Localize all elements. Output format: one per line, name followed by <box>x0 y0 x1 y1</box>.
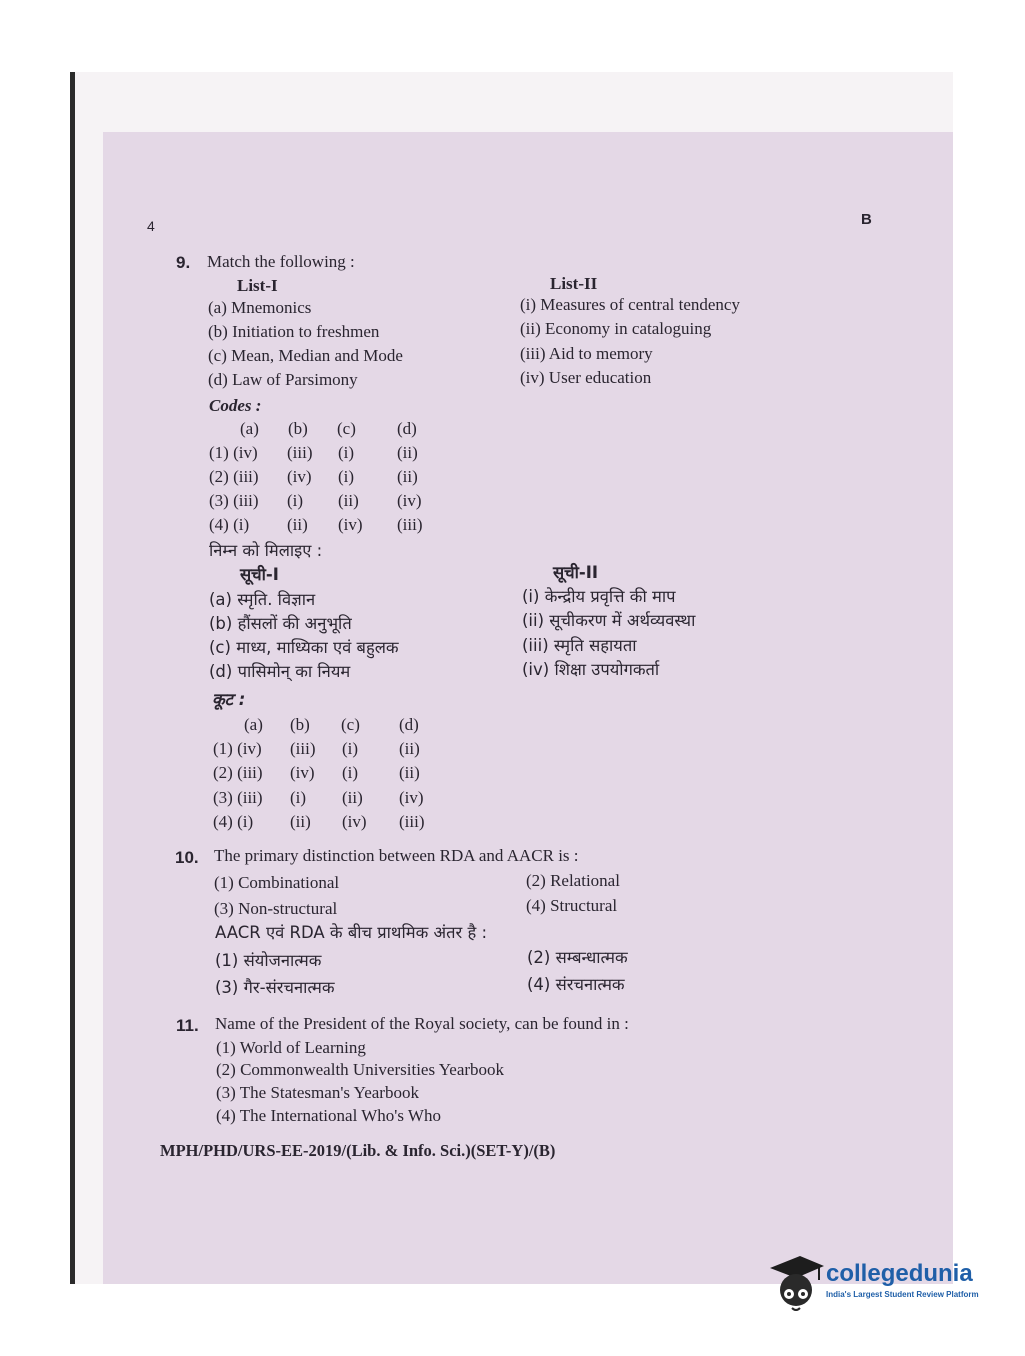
q10-hi-option: (4) संरचनात्मक <box>527 975 625 994</box>
q10-hi-stem: AACR एवं RDA के बीच प्राथमिक अंतर है : <box>215 923 488 942</box>
q9-hi-code-cell: (ii) <box>290 812 311 831</box>
q10-stem: The primary distinction between RDA and AACR is : <box>214 846 579 865</box>
q9-hi-list1-item: (a) स्मृति. विज्ञान <box>209 590 316 609</box>
q9-list2-item: (iv) User education <box>520 368 652 387</box>
q9-code-option: (2) (iii) <box>209 467 259 486</box>
q9-hi-codes-header-d: (d) <box>399 715 419 734</box>
q10-option: (4) Structural <box>526 896 618 915</box>
q9-list2-title: List-II <box>550 274 598 293</box>
logo-wordmark: collegedunia <box>826 1260 973 1287</box>
q9-code-cell: (iv) <box>287 467 312 486</box>
q10-hi-option: (2) सम्बन्धात्मक <box>527 948 628 967</box>
q9-hi-code-cell: (iv) <box>290 763 315 782</box>
q11-number: 11. <box>176 1016 199 1035</box>
q9-hi-code-option: (3) (iii) <box>213 788 263 807</box>
q9-hi-list1-item: (d) पासिमोन् का नियम <box>209 662 351 681</box>
q9-codes-header-d: (d) <box>397 419 417 438</box>
q9-hi-codes-header-c: (c) <box>341 715 360 734</box>
q11-option: (4) The International Who's Who <box>216 1106 441 1125</box>
q9-code-cell: (ii) <box>287 515 308 534</box>
q9-hi-list2-item: (iii) स्मृति सहायता <box>522 636 637 655</box>
q9-code-cell: (iv) <box>397 491 422 510</box>
q9-hi-codes-label: कूट : <box>212 690 246 709</box>
q9-hi-list1-title: सूची-I <box>240 565 279 584</box>
paper-code-footer: MPH/PHD/URS-EE-2019/(Lib. & Info. Sci.)(SET-Y)/(B) <box>160 1141 556 1160</box>
q9-hi-list1-item: (c) माध्य, माध्यिका एवं बहुलक <box>209 638 399 657</box>
q9-code-cell: (iii) <box>397 515 423 534</box>
q9-list1-item: (c) Mean, Median and Mode <box>208 346 403 365</box>
q9-code-cell: (iii) <box>287 443 313 462</box>
q9-code-cell: (i) <box>338 443 355 462</box>
q9-code-cell: (ii) <box>338 491 359 510</box>
q9-list1-item: (d) Law of Parsimony <box>208 370 358 389</box>
q9-list1-item: (b) Initiation to freshmen <box>208 322 380 341</box>
q9-hi-list1-item: (b) हौंसलों की अनुभूति <box>209 614 352 633</box>
q9-code-cell: (ii) <box>397 443 418 462</box>
q9-hi-code-option: (2) (iii) <box>213 763 263 782</box>
page-number: 4 <box>147 218 155 234</box>
q11-option: (3) The Statesman's Yearbook <box>216 1083 419 1102</box>
q9-hi-code-cell: (i) <box>290 788 307 807</box>
q9-hi-code-cell: (iv) <box>342 812 367 831</box>
q9-code-option: (1) (iv) <box>209 443 258 462</box>
q10-hi-option: (1) संयोजनात्मक <box>215 951 322 970</box>
q9-list1-item: (a) Mnemonics <box>208 298 312 317</box>
q9-hi-list2-title: सूची-II <box>553 563 599 582</box>
q9-hi-codes-header-b: (b) <box>290 715 310 734</box>
q9-hi-code-cell: (ii) <box>342 788 363 807</box>
collegedunia-logo <box>760 1248 1000 1318</box>
q9-hi-code-cell: (iii) <box>290 739 316 758</box>
q9-codes-header-c: (c) <box>337 419 356 438</box>
q9-hi-code-cell: (ii) <box>399 763 420 782</box>
q9-list1-title: List-I <box>237 276 278 295</box>
q9-codes-header-a: (a) <box>240 419 259 438</box>
q9-hi-stem: निम्न को मिलाइए : <box>209 541 323 560</box>
logo-tagline: India's Largest Student Review Platform <box>826 1290 979 1299</box>
mascot-icon <box>764 1248 828 1318</box>
q10-number: 10. <box>175 848 199 867</box>
q9-hi-code-cell: (ii) <box>399 739 420 758</box>
q11-stem: Name of the President of the Royal society, can be found in : <box>215 1014 629 1033</box>
q9-code-option: (4) (i) <box>209 515 250 534</box>
q10-hi-option: (3) गैर-संरचनात्मक <box>215 978 335 997</box>
q9-code-cell: (i) <box>338 467 355 486</box>
q9-hi-code-cell: (iv) <box>399 788 424 807</box>
q9-stem: Match the following : <box>207 252 355 271</box>
q11-option: (1) World of Learning <box>216 1038 366 1057</box>
q9-list2-item: (iii) Aid to memory <box>520 344 653 363</box>
q9-number: 9. <box>176 253 191 272</box>
q11-option: (2) Commonwealth Universities Yearbook <box>216 1060 505 1079</box>
q9-codes-header-b: (b) <box>288 419 308 438</box>
q9-hi-code-cell: (i) <box>342 739 359 758</box>
q9-hi-code-cell: (i) <box>342 763 359 782</box>
q10-option: (1) Combinational <box>214 873 340 892</box>
q10-option: (2) Relational <box>526 871 620 890</box>
q9-code-cell: (iv) <box>338 515 363 534</box>
q9-list2-item: (ii) Economy in cataloguing <box>520 319 712 338</box>
q9-hi-code-cell: (iii) <box>399 812 425 831</box>
q9-code-option: (3) (iii) <box>209 491 259 510</box>
q9-hi-list2-item: (i) केन्द्रीय प्रवृत्ति की माप <box>522 587 676 606</box>
q9-code-cell: (i) <box>287 491 304 510</box>
q9-code-cell: (ii) <box>397 467 418 486</box>
set-code: B <box>861 211 872 228</box>
q9-hi-code-option: (1) (iv) <box>213 739 262 758</box>
q9-hi-code-option: (4) (i) <box>213 812 254 831</box>
q9-hi-codes-header-a: (a) <box>244 715 263 734</box>
q10-option: (3) Non-structural <box>214 899 338 918</box>
q9-hi-list2-item: (iv) शिक्षा उपयोगकर्ता <box>522 660 660 679</box>
q9-hi-list2-item: (ii) सूचीकरण में अर्थव्यवस्था <box>522 611 696 630</box>
q9-codes-label: Codes : <box>209 396 262 415</box>
q9-list2-item: (i) Measures of central tendency <box>520 295 740 314</box>
